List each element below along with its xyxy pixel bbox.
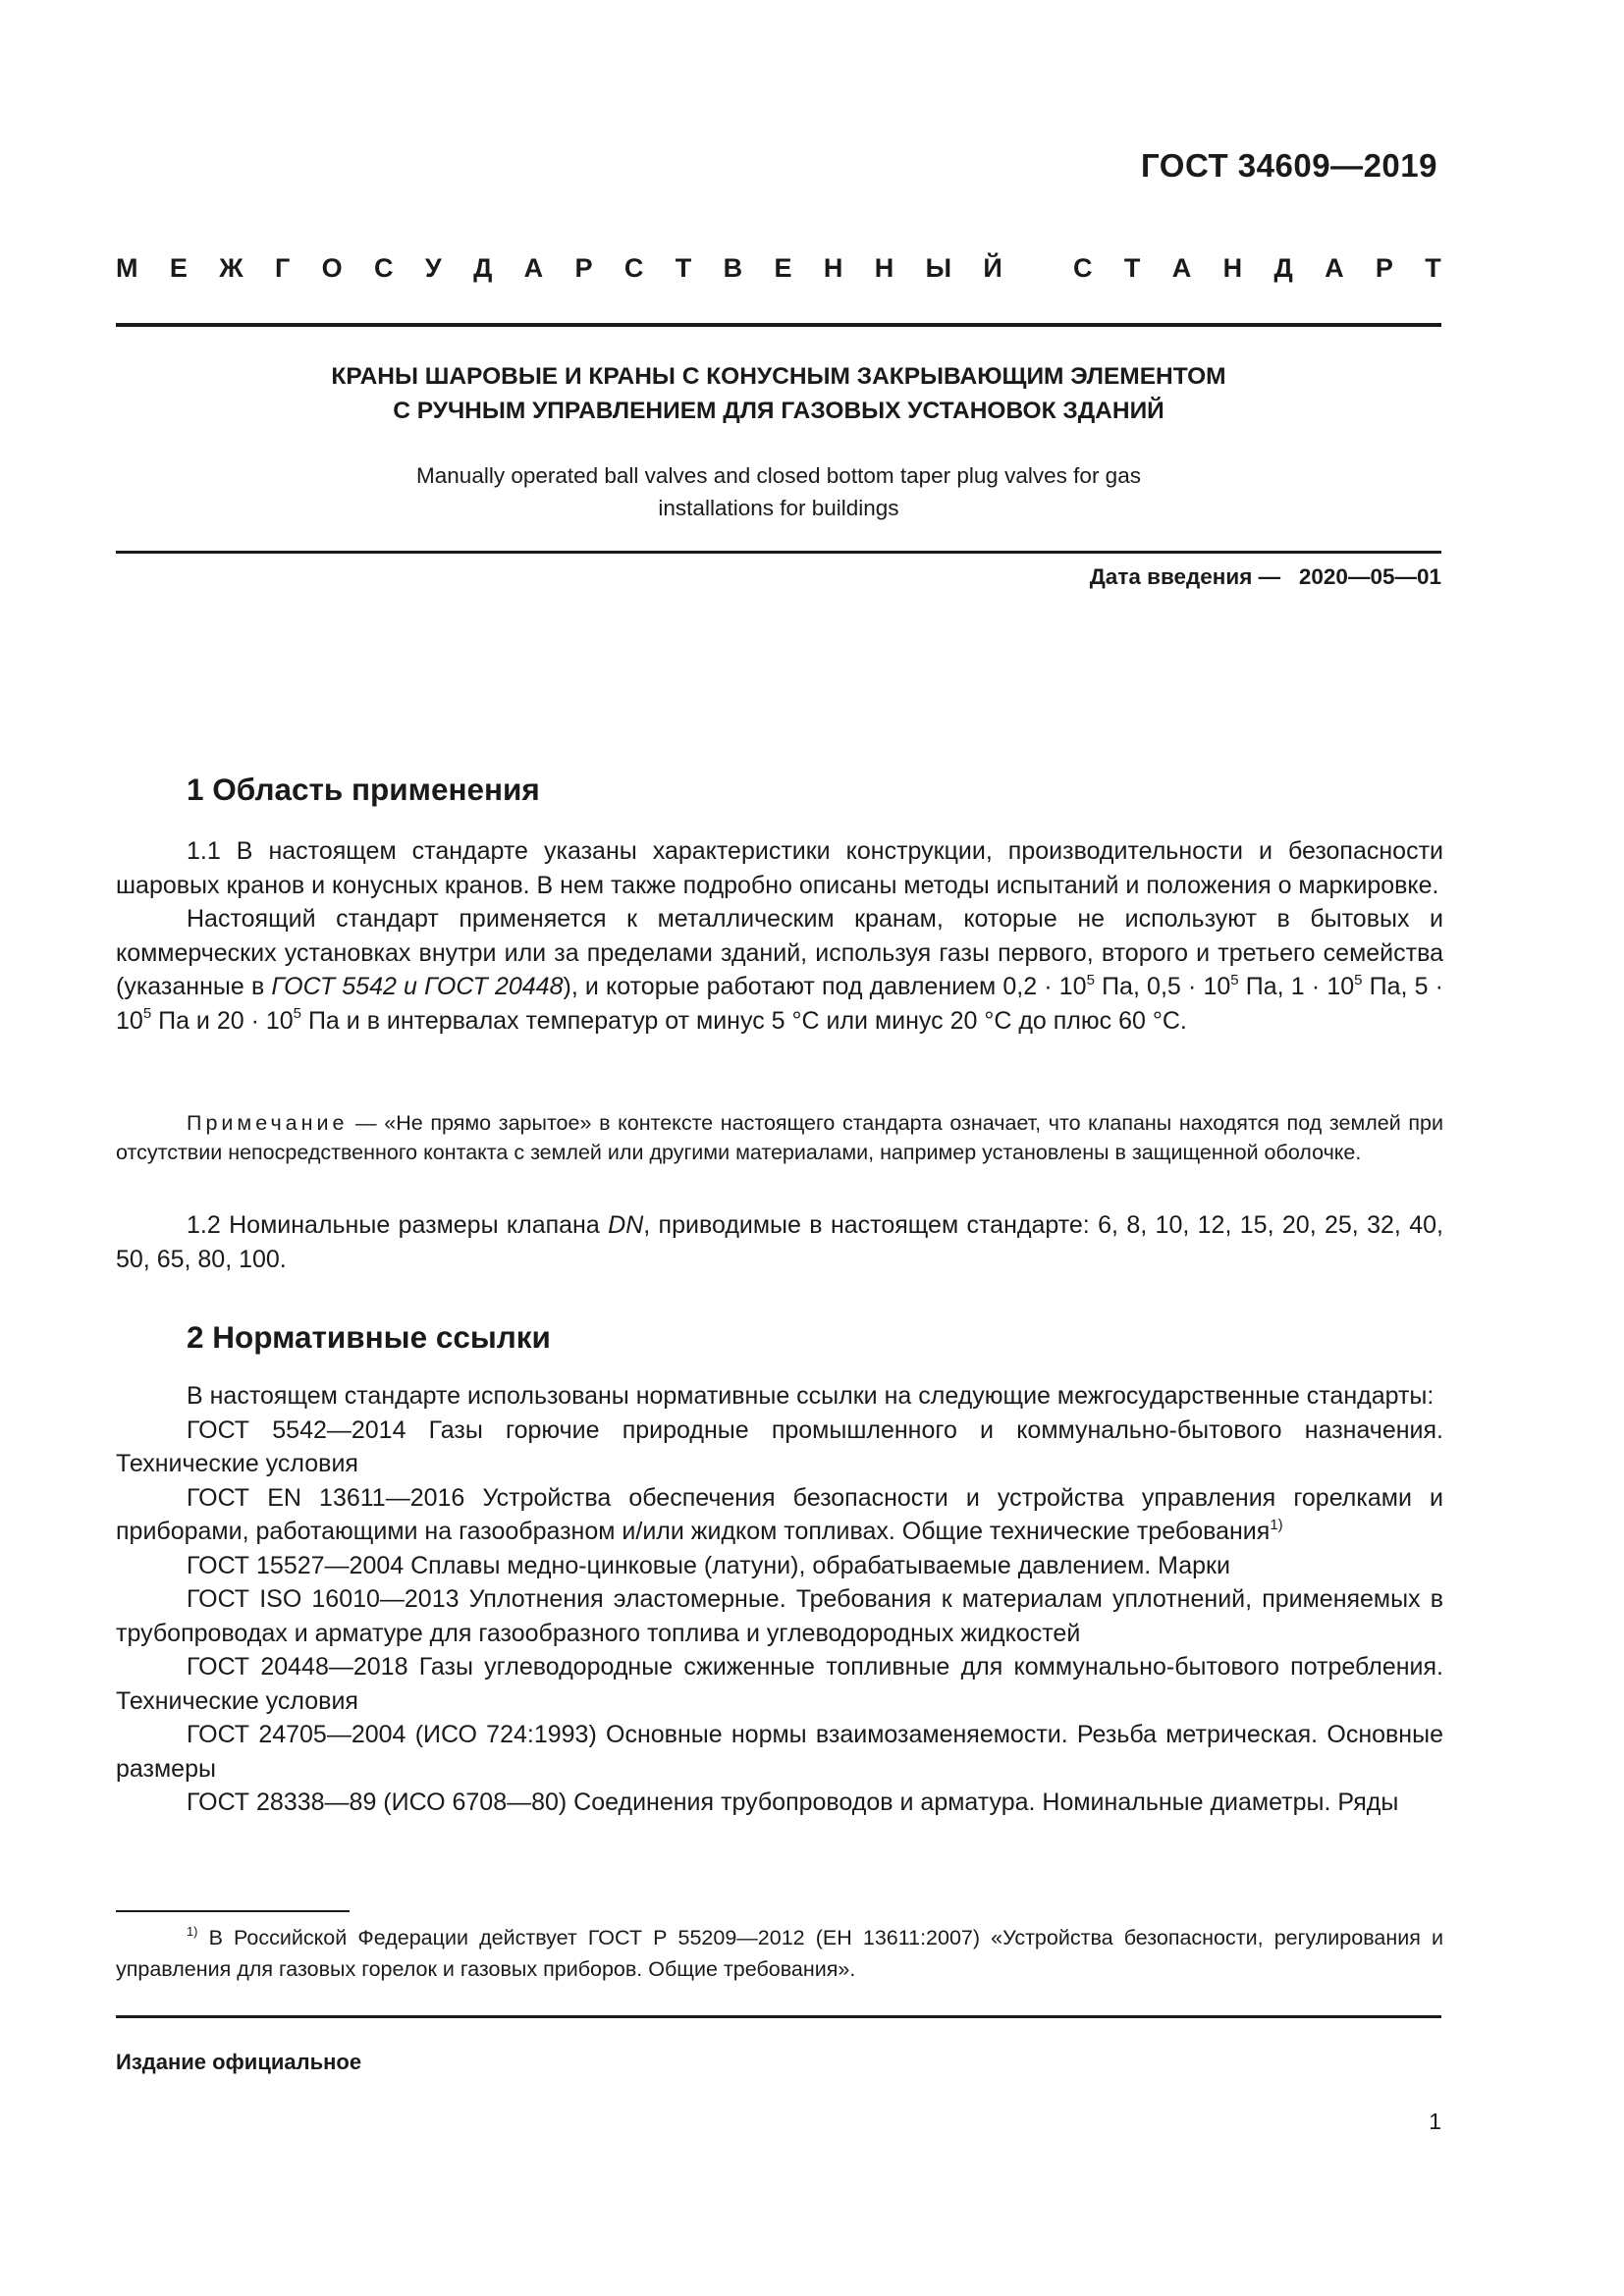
section-1-heading: 1 Область применения	[187, 772, 540, 807]
heading-letter: Ы	[925, 253, 952, 283]
heading-letter: Т	[675, 253, 692, 283]
heading-letter: Г	[275, 253, 291, 283]
heading-letter: Н	[1222, 253, 1243, 283]
edition-label: Издание официальное	[116, 2050, 362, 2074]
heading-letter: Т	[1425, 253, 1441, 283]
reference-item: ГОСТ 24705—2004 (ИСО 724:1993) Основные нормы взаимозаменяемости. Резьба метрическая. Основные размеры	[116, 1721, 1443, 1783]
section-1-body	[116, 834, 1443, 1038]
heading-letter: Д	[473, 253, 493, 283]
date-value: 2020—05—01	[1298, 564, 1441, 589]
heading-letter: Е	[169, 253, 188, 283]
heading-letter: А	[1325, 253, 1344, 283]
date-label: Дата введения —	[1089, 564, 1281, 589]
heading-letter: Н	[823, 253, 843, 283]
heading-gap	[1034, 253, 1042, 284]
heading-letter: Й	[983, 253, 1002, 283]
references-intro: В настоящем стандарте использованы нормативные ссылки на следующие межгосударственные стандарты:	[187, 1382, 1435, 1410]
footnote-mark: 1)	[1270, 1516, 1283, 1533]
footer-divider	[116, 2015, 1441, 2018]
reference-item: ГОСТ 28338—89 (ИСО 6708—80) Соединения трубопроводов и арматура. Номинальные диаметры. Ряды	[187, 1789, 1399, 1816]
heading-letter: У	[424, 253, 442, 283]
standard-type-heading	[116, 253, 1441, 284]
note	[116, 1108, 1443, 1167]
heading-letter: В	[723, 253, 743, 283]
paragraph-1-2: 1.2 Номинальные размеры клапана DN, приводимые в настоящем стандарте: 6, 8, 10, 12, 15, 20, 25, 32, 40, 50, 65, 80, 100.	[116, 1211, 1443, 1273]
heading-letter: С	[1073, 253, 1093, 283]
heading-letter: М	[116, 253, 138, 283]
header-divider	[116, 323, 1441, 327]
heading-letter: Н	[874, 253, 894, 283]
heading-letter: Д	[1273, 253, 1293, 283]
reference-item: ГОСТ 5542—2014 Газы горючие природные промышленного и коммунально-бытового назначения. Технические условия	[116, 1415, 1443, 1477]
heading-letter: Т	[1123, 253, 1141, 283]
paragraph-scope: Настоящий стандарт применяется к металлическим кранам, которые не используют в бытовых и коммерческих установках внутри или за пределами зданий, используя газы первого, второго и третьего семейства (указанные в ГОСТ 5542 и ГОСТ 20448), и которые работают под давлением $0,2 \cdot 10^5$ Па, $0,5 \cdot 10^5$ Па, $1 \cdot 10^5$ Па, $5 \cdot 10^5$ Па и $20 \cdot 10^5$ Па и в интервалах температур от минус 5 °С или минус 20 °С до плюс 60 °С.	[116, 905, 1443, 1035]
title-en-line-2: installations for buildings	[658, 496, 899, 520]
heading-letter: О	[321, 253, 343, 283]
title-divider	[116, 551, 1441, 554]
note-text: — «Не прямо зарытое» в контексте настоящего стандарта означает, что клапаны находятся под землей при отсутствии непосредственного контакта с землей или другими материалами, например установлены в защищенной оболочке.	[116, 1111, 1443, 1164]
title-english	[116, 459, 1441, 524]
footnote-divider	[116, 1910, 350, 1912]
heading-letter: С	[623, 253, 644, 283]
title-russian	[116, 359, 1441, 428]
heading-letter: А	[1171, 253, 1192, 283]
heading-letter: С	[374, 253, 394, 283]
heading-letter: Р	[1375, 253, 1393, 283]
title-en-line-1: Manually operated ball valves and closed bottom taper plug valves for gas	[416, 463, 1141, 488]
note-label: Примечание	[187, 1111, 349, 1135]
heading-letter: Р	[574, 253, 593, 283]
title-ru-line-1: КРАНЫ ШАРОВЫЕ И КРАНЫ С КОНУСНЫМ ЗАКРЫВАЮЩИМ ЭЛЕМЕНТОМ	[331, 363, 1226, 390]
section-2-body	[116, 1379, 1443, 1820]
reference-item: ГОСТ ISO 16010—2013 Уплотнения эластомерные. Требования к материалам уплотнений, применяемых в трубопроводах и арматуре для газообразного топлива и углеводородных жидкостей	[116, 1585, 1443, 1647]
heading-letter: Е	[774, 253, 792, 283]
footnote	[116, 1922, 1443, 1985]
heading-letter: А	[523, 253, 544, 283]
introduction-date	[1090, 564, 1441, 590]
reference-item: ГОСТ 15527—2004 Сплавы медно-цинковые (латуни), обрабатываемые давлением. Марки	[187, 1551, 1230, 1579]
page-number: 1	[1429, 2109, 1441, 2134]
document-code: ГОСТ 34609—2019	[1141, 147, 1437, 184]
title-ru-line-2: С РУЧНЫМ УПРАВЛЕНИЕМ ДЛЯ ГАЗОВЫХ УСТАНОВОК ЗДАНИЙ	[393, 398, 1164, 424]
section-2-heading: 2 Нормативные ссылки	[187, 1319, 551, 1355]
reference-item: ГОСТ EN 13611—2016 Устройства обеспечения безопасности и устройства управления горелками и приборами, работающими на газообразном и/или жидком топливах. Общие технические требования$^{1)}$	[116, 1483, 1443, 1545]
reference-item: ГОСТ 20448—2018 Газы углеводородные сжиженные топливные для коммунально-бытового потребления. Технические условия	[116, 1653, 1443, 1715]
footnote-number: 1)	[187, 1923, 198, 1939]
paragraph-1-1: 1.1 В настоящем стандарте указаны характеристики конструкции, производительности и безопасности шаровых кранов и конусных кранов. В нем также подробно описаны методы испытаний и положения о маркировке.	[116, 837, 1443, 899]
footnote-text: В Российской Федерации действует ГОСТ Р 55209—2012 (ЕН 13611:2007) «Устройства безопасности, регулирования и управления для газовых горелок и газовых приборов. Общие требования».	[116, 1926, 1443, 1981]
heading-letter: Ж	[219, 253, 244, 283]
